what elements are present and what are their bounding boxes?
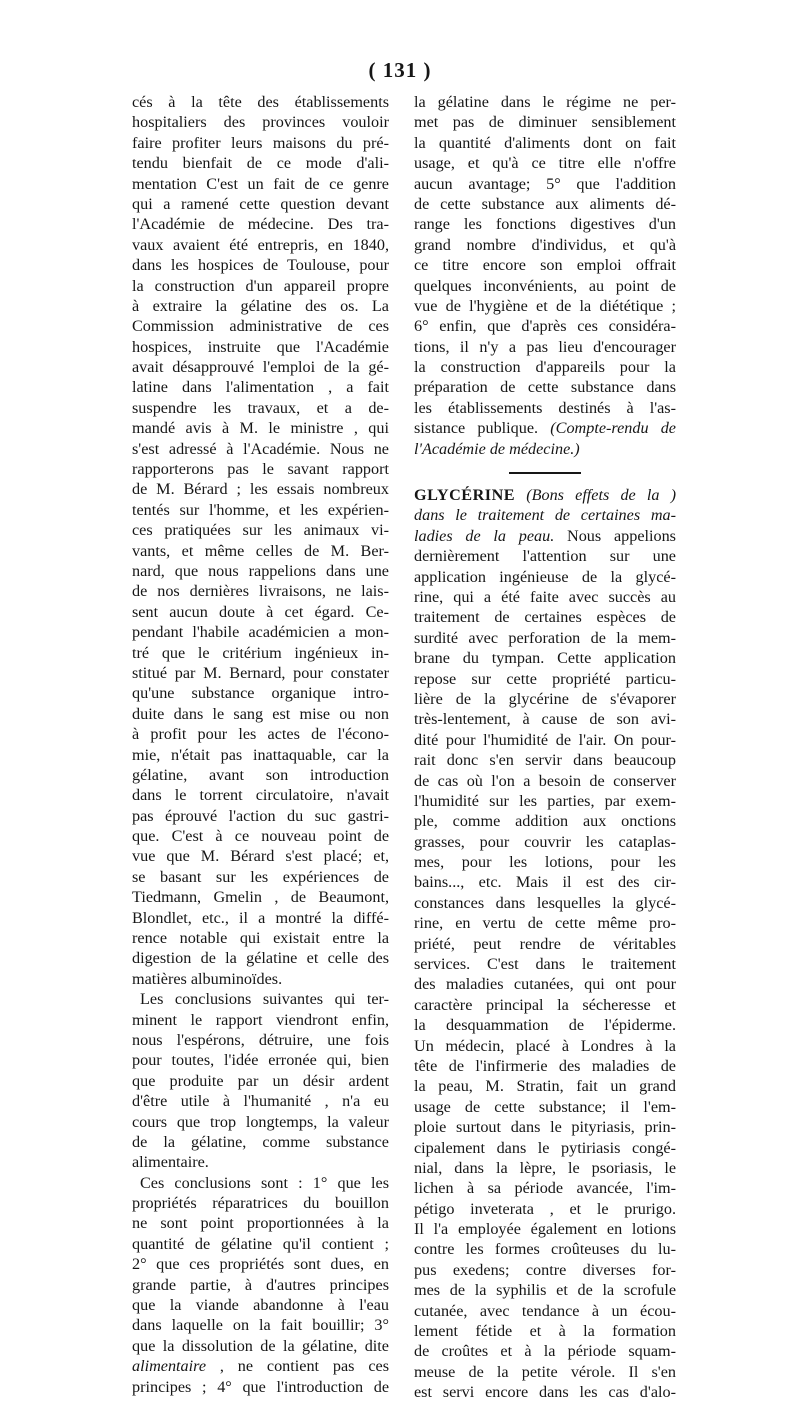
text-line: rapporterons pas le savant rapport bbox=[132, 460, 389, 479]
right-column bbox=[414, 92, 676, 1403]
text-line: de croûtes et à la période squam- bbox=[414, 1342, 676, 1361]
text-line: la peau, M. Stratin, fait un grand bbox=[414, 1077, 676, 1096]
text-line: hospitaliers des provinces vouloir bbox=[132, 113, 389, 132]
text-line: lière de la glycérine de s'évaporer bbox=[414, 689, 676, 708]
text-line: grand nombre d'individus, et qu'à bbox=[414, 235, 676, 254]
text-line: sistance publique. (Compte-rendu de bbox=[414, 419, 676, 438]
text-line: de la gélatine, comme substance bbox=[132, 1132, 389, 1151]
text-line: digestion de la gélatine et celle des bbox=[132, 949, 389, 968]
text-line: mes de la syphilis et de la scrofule bbox=[414, 1281, 676, 1300]
text-line: de nos dernières livraisons, ne lais- bbox=[132, 582, 389, 601]
text-line: ploie surtout dans le pityriasis, prin- bbox=[414, 1118, 676, 1137]
text-line: hospices, instruite que l'Académie bbox=[132, 337, 389, 356]
text-line: constances dans lesquelles la glycé- bbox=[414, 893, 676, 912]
text-line: à extraire la gélatine des os. La bbox=[132, 296, 389, 315]
text-line: dans le traitement de certaines ma- bbox=[414, 506, 676, 525]
section-divider bbox=[509, 472, 581, 474]
text-line: ces pratiquées sur les animaux vi- bbox=[132, 521, 389, 540]
text-line: Les conclusions suivantes qui ter- bbox=[140, 990, 389, 1009]
text-line: tions, il n'y a pas lieu d'encourager bbox=[414, 337, 676, 356]
text-line: s'est adressé à l'Académie. Nous ne bbox=[132, 439, 389, 458]
text-line: nard, que nous rappelions dans une bbox=[132, 561, 389, 580]
text-line: l'Académie de médecine. Des tra- bbox=[132, 215, 389, 234]
text-line: vue que M. Bérard s'est placé; et, bbox=[132, 847, 389, 866]
text-line: cipalement dans le pytiriasis congé- bbox=[414, 1138, 676, 1157]
text-line: propriétés réparatrices du bouillon bbox=[132, 1194, 389, 1213]
text-line: mes, pour les lotions, pour les bbox=[414, 853, 676, 872]
text-line: de M. Bérard ; les essais nombreux bbox=[132, 480, 389, 499]
text-line: traitement de certaines espèces de bbox=[414, 608, 676, 627]
text-line: de cas où l'on a besoin de conserver bbox=[414, 771, 676, 790]
text-line: cutanée, avec tendance à un écou- bbox=[414, 1301, 676, 1320]
text-line: latine dans l'alimentation , a fait bbox=[132, 378, 389, 397]
text-line: ce titre encore son emploi offrait bbox=[414, 256, 676, 275]
text-line: la desquammation de l'épiderme. bbox=[414, 1016, 676, 1035]
text-line: dans le torrent circulatoire, n'avait bbox=[132, 786, 389, 805]
text-line: dité pour l'humidité de l'air. On pour- bbox=[414, 730, 676, 749]
text-line: quantité de gélatine qu'il contient ; bbox=[132, 1234, 389, 1253]
text-line: la construction d'un appareil propre bbox=[132, 276, 389, 295]
text-line: l'humidité sur les parties, par exem- bbox=[414, 791, 676, 810]
text-line: vants, et même celles de M. Ber- bbox=[132, 541, 389, 560]
text-line: GLYCÉRINE (Bons effets de la ) bbox=[414, 486, 676, 505]
text-line: que. C'est à ce nouveau point de bbox=[132, 827, 389, 846]
left-column bbox=[132, 92, 389, 1397]
text-line: l'Académie de médecine.) bbox=[414, 439, 580, 458]
text-line: caractère principal la sécheresse et bbox=[414, 995, 676, 1014]
text-line: aucun avantage; 5° que l'addition bbox=[414, 174, 676, 193]
text-line: rait donc s'en servir dans beaucoup bbox=[414, 751, 676, 770]
text-line: rence notable qui existait entre la bbox=[132, 929, 389, 948]
text-line: matières albuminoïdes. bbox=[132, 969, 283, 988]
text-line: alimentaire. bbox=[132, 1153, 209, 1172]
text-line: dernièrement l'attention sur une bbox=[414, 547, 676, 566]
text-line: 2° que ces propriétés sont dues, en bbox=[132, 1255, 389, 1274]
text-line: brane du tympan. Cette application bbox=[414, 649, 676, 668]
text-line: qui a ramené cette question devant bbox=[132, 194, 389, 213]
text-line: meuse de la petite vérole. Il s'en bbox=[414, 1362, 676, 1381]
text-line: bains..., etc. Mais il est des cir- bbox=[414, 873, 676, 892]
text-line: pas éprouvé l'action du suc gastri- bbox=[132, 806, 389, 825]
text-line: stitué par M. Bernard, pour constater bbox=[132, 663, 389, 682]
text-line: ne sont point proportionnées à la bbox=[132, 1214, 389, 1233]
text-line: lement fétide et à la formation bbox=[414, 1322, 676, 1341]
text-line: mentation C'est un fait de ce genre bbox=[132, 174, 389, 193]
text-line: vaux avaient été entrepris, en 1840, bbox=[132, 235, 389, 254]
text-line: d'être utile à l'humanité , n'a eu bbox=[132, 1092, 389, 1111]
text-line: très-lentement, à cause de son avi- bbox=[414, 710, 676, 729]
text-line: que la dissolution de la gélatine, dite bbox=[132, 1336, 389, 1355]
text-line: que produite par un désir ardent bbox=[132, 1071, 389, 1090]
text-line: principes ; 4° que l'introduction de bbox=[132, 1377, 389, 1396]
text-line: faire profiter leurs maisons du pré- bbox=[132, 133, 389, 152]
text-line: application ingénieuse de la glycé- bbox=[414, 567, 676, 586]
text-line: Il l'a employée également en lotions bbox=[414, 1220, 676, 1239]
text-line: cés à la tête des établissements bbox=[132, 93, 389, 111]
text-line: pendant l'habile académicien a mon- bbox=[132, 623, 389, 642]
text-line: lichen à sa période avancée, l'im- bbox=[414, 1179, 676, 1198]
text-line: nous l'espérons, détruire, une fois bbox=[132, 1030, 389, 1049]
text-line: tendu bienfait de ce mode d'ali- bbox=[132, 154, 389, 173]
text-line: à profit pour les actes de l'écono- bbox=[132, 725, 389, 744]
text-line: pus exedens; contre diverses for- bbox=[414, 1260, 676, 1279]
text-line: vue de l'hygiène et de la diététique ; bbox=[414, 296, 676, 315]
text-line: sent aucun doute à cet égard. Ce- bbox=[132, 602, 389, 621]
text-line: priété, peut rendre de véritables bbox=[414, 934, 676, 953]
text-line: la gélatine dans le régime ne per- bbox=[414, 93, 676, 111]
text-line: Ces conclusions sont : 1° que les bbox=[140, 1173, 389, 1192]
text-line: tentés sur l'homme, et les expérien- bbox=[132, 500, 389, 519]
text-line: dans les hospices de Toulouse, pour bbox=[132, 256, 389, 275]
text-line: dans laquelle on la fait bouillir; 3° bbox=[132, 1316, 389, 1335]
text-line: la construction d'appareils pour la bbox=[414, 358, 676, 377]
text-line: rine, en vertu de cette même pro- bbox=[414, 914, 676, 933]
text-line: de cette substance aux aliments dé- bbox=[414, 194, 676, 213]
text-line: alimentaire , ne contient pas ces bbox=[132, 1357, 389, 1376]
text-line: 6° enfin, que d'après ces considéra- bbox=[414, 317, 676, 336]
page-number: ( 131 ) bbox=[368, 58, 432, 82]
text-line: qu'une substance organique intro- bbox=[132, 684, 389, 703]
text-line: grande partie, à d'autres principes bbox=[132, 1275, 389, 1294]
text-line: met pas de diminuer sensiblement bbox=[414, 113, 676, 132]
text-line: services. C'est dans le traitement bbox=[414, 955, 676, 974]
text-line: Un médecin, placé à Londres à la bbox=[414, 1036, 676, 1055]
text-line: des maladies cutanées, qui ont pour bbox=[414, 975, 676, 994]
text-line: mandé avis à M. le ministre , qui bbox=[132, 419, 389, 438]
text-line: se basant sur les expériences de bbox=[132, 867, 389, 886]
text-line: suspendre les travaux, et a de- bbox=[132, 398, 389, 417]
text-line: minent le rapport viendront enfin, bbox=[132, 1010, 389, 1029]
text-line: mie, n'était pas inattaquable, car la bbox=[132, 745, 389, 764]
text-line: duite dans le sang est mise ou non bbox=[132, 704, 389, 723]
text-line: range les fonctions digestives d'un bbox=[414, 215, 676, 234]
text-line: surdité avec perforation de la mem- bbox=[414, 628, 676, 647]
text-line: que la viande abandonne à l'eau bbox=[132, 1296, 389, 1315]
text-line: nial, dans la lèpre, le psoriasis, le bbox=[414, 1158, 676, 1177]
text-line: quelques inconvénients, au point de bbox=[414, 276, 676, 295]
text-line: Commission administrative de ces bbox=[132, 317, 389, 336]
text-line: Blondlet, etc., il a montré la diffé- bbox=[132, 908, 389, 927]
text-line: Tiedmann, Gmelin , de Beaumont, bbox=[132, 888, 389, 907]
text-line: pour toutes, l'idée erronée qui, bien bbox=[132, 1051, 389, 1070]
text-line: ladies de la peau. Nous appelions bbox=[414, 526, 676, 545]
text-line: avait désapprouvé l'emploi de la gé- bbox=[132, 358, 389, 377]
text-line: grasses, pour couvrir les cataplas- bbox=[414, 832, 676, 851]
text-line: rine, qui a été faite avec succès au bbox=[414, 587, 676, 606]
text-line: usage, et qu'à ce titre elle n'offre bbox=[414, 154, 676, 173]
text-line: gélatine, avant son introduction bbox=[132, 765, 389, 784]
text-line: tête de l'infirmerie des maladies de bbox=[414, 1056, 676, 1075]
text-line: ple, comme addition aux onctions bbox=[414, 812, 676, 831]
text-line: pétigo inveterata , et le prurigo. bbox=[414, 1199, 676, 1218]
text-line: cours que trop longtemps, la valeur bbox=[132, 1112, 389, 1131]
text-line: repose sur cette propriété particu- bbox=[414, 669, 676, 688]
text-line: contre les formes croûteuses du lu- bbox=[414, 1240, 676, 1259]
text-line: usage de cette substance; il l'em- bbox=[414, 1097, 676, 1116]
text-line: la quantité d'aliments dont on fait bbox=[414, 133, 676, 152]
text-line: est servi encore dans les cas d'alo- bbox=[414, 1383, 676, 1402]
text-line: tré que le critérium ingénieux in- bbox=[132, 643, 389, 662]
text-line: préparation de cette substance dans bbox=[414, 378, 676, 397]
text-line: les établissements destinés à l'as- bbox=[414, 398, 676, 417]
